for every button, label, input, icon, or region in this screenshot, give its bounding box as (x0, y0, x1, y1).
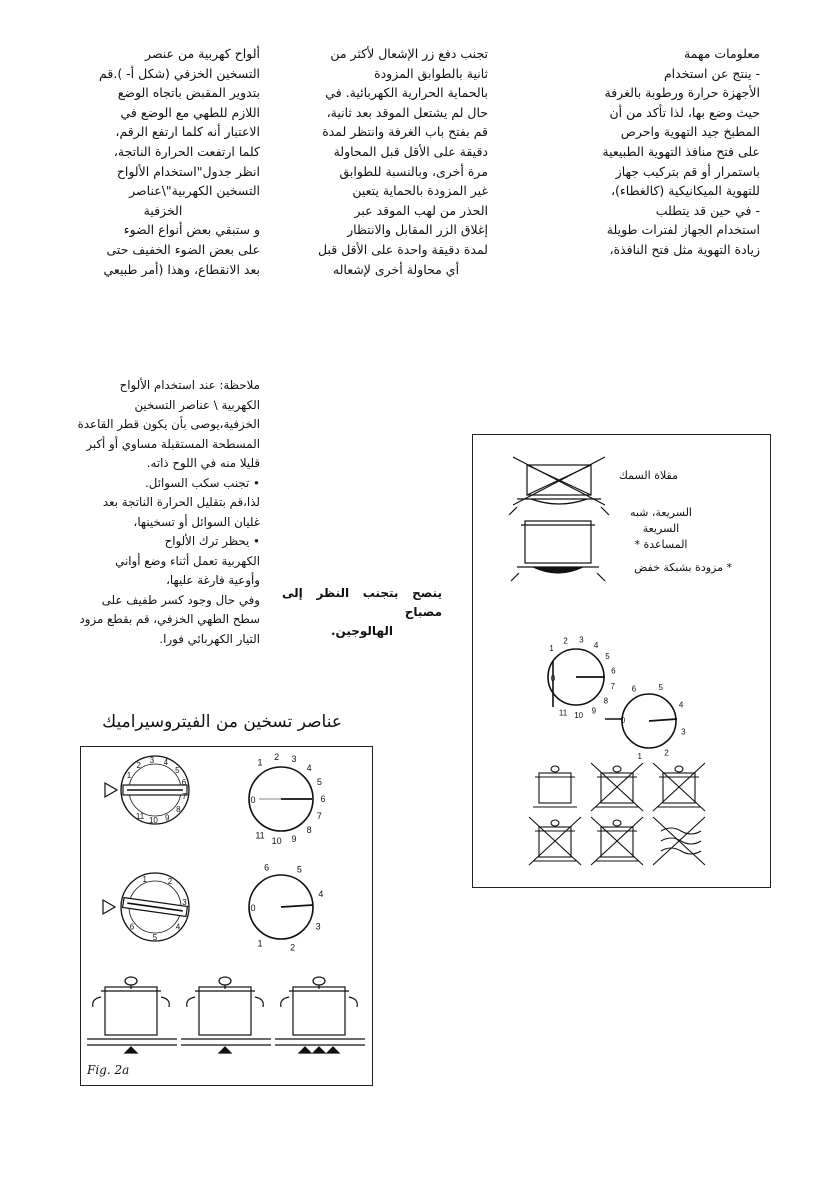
knob-zero: 0 (250, 795, 256, 805)
knob-number: 2 (136, 760, 141, 770)
vitroceramic-heading: عناصر تسخين من الفيتروسيراميك (102, 712, 342, 732)
column-line: إغلاق الزر المقابل والانتظار (347, 222, 488, 238)
knob-number: 10 (271, 835, 282, 846)
knob-number: 4 (306, 762, 312, 773)
knob-number: 3 (291, 754, 297, 765)
pot-ok-icon (533, 766, 577, 807)
knob-number: 1 (549, 643, 554, 653)
knob-dial-icon (249, 767, 313, 831)
knob-number: 8 (306, 825, 312, 836)
column-line: الكهربية تعمل أثناء وضع أواني (115, 553, 260, 568)
knob-number: 6 (129, 922, 135, 932)
column-line: حيث وضع بها، لذا تأكد من أن (609, 104, 760, 120)
knob-number: 5 (175, 765, 180, 775)
column-line: على فتح منافذ التهوية الطبيعية (602, 143, 760, 159)
knob-number: 11 (255, 830, 265, 841)
knob-number: 3 (681, 727, 686, 737)
column-line: المطبخ جيد التهوية واحرص (620, 124, 760, 140)
column-line: الخزفية،يوصى بأن يكون قطر القاعدة (77, 417, 260, 431)
column-line: حال لم يشتعل الموقد بعد ثانية، (326, 104, 488, 120)
crossed-pot-icon (653, 817, 705, 865)
crossed-pan-icon (509, 457, 609, 515)
knob-number: 6 (264, 862, 270, 873)
knob-zero: 0 (620, 716, 626, 725)
column-line: الاعتبار أنه كلما ارتفع الرقم، (115, 124, 260, 140)
column-line: بالحماية الحرارية الكهربائية. في (325, 85, 488, 101)
knob-number: 6 (611, 666, 616, 676)
knob-number: 2 (274, 752, 280, 763)
column-line: و ستبقي بعض أنواع الضوء (123, 222, 260, 238)
column-line: كلما ارتفعت الحرارة الناتجة، (113, 143, 260, 159)
knob-number: 2 (167, 877, 173, 886)
knob-number: 10 (148, 816, 158, 825)
column-line: انظر جدول"استخدام الألواح (116, 163, 260, 179)
knob-number: 8 (603, 696, 609, 706)
knob-dial-icon (605, 694, 677, 748)
pot-on-hob-icon (275, 977, 365, 1053)
knob-number: 4 (318, 889, 324, 899)
knob-number: 5 (152, 933, 158, 942)
knob-number: 6 (631, 684, 637, 694)
column-line: التسخين الخزفي (شكل أ- ).قم (99, 65, 260, 81)
column-line: مرة أخرى، وبالنسبة للطوابق (339, 163, 488, 179)
knob-number: 10 (574, 710, 584, 720)
column-line: وأوعية فارغة عليها، (166, 573, 260, 587)
crossed-pot-icon (591, 763, 643, 811)
knob-number: 6 (181, 778, 187, 788)
text-column-right (560, 44, 760, 260)
knob-number: 11 (135, 812, 145, 821)
column-line: الكهربية \ عناصر التسخين (134, 397, 260, 412)
column-line: الهالوجين. (331, 624, 393, 638)
knob-number: 5 (296, 864, 302, 875)
column-line: بعد الانقطاع، وهذا (أمر طبيعي (103, 261, 260, 277)
column-line: - في حين قد يتطلب (655, 202, 760, 218)
column-line: اللازم للطهي مع الوضع في (120, 104, 260, 120)
knob-number: 1 (257, 757, 263, 768)
knob-number: 2 (664, 748, 669, 758)
column-line: ملاحظة: عند استخدام الألواح (119, 378, 260, 392)
knob-number: 1 (257, 938, 263, 949)
knob-number: 2 (563, 636, 568, 646)
column-line: استخدام الجهاز لفترات طويلة (606, 222, 760, 238)
column-line: • يحظر ترك الألواح (164, 534, 260, 548)
knob-number: 1 (142, 874, 147, 884)
knob-number: 4 (678, 700, 684, 710)
column-line: الخزفية (143, 202, 183, 218)
cookware-figure (473, 435, 770, 887)
knob-number: 5 (658, 683, 663, 692)
knob-number: 3 (182, 897, 187, 907)
knob-number: 1 (637, 751, 642, 761)
column-line: على بعض الضوء الخفيف حتى (106, 241, 260, 257)
column-line: زيادة التهوية مثل فتح النافذة، (609, 241, 760, 257)
knob-number: 5 (605, 651, 610, 661)
crossed-pot-icon (529, 817, 581, 865)
column-line: قم بفتح باب الغرفة وانتظر لمدة (322, 124, 488, 140)
column-line: ينصح بتجنب النظر إلى مصباح (282, 586, 442, 619)
figure-label: Fig. 2a (87, 1063, 130, 1077)
knob-number: 1 (126, 771, 132, 780)
column-line: تجنب دفع زر الإشعال لأكثر من (330, 46, 488, 61)
knob-dial-icon (548, 649, 605, 707)
column-line: لمدة دقيقة واحدة على الأقل قبل (318, 241, 488, 257)
figure-cookware-box (472, 434, 771, 888)
knob-number: 9 (291, 833, 297, 844)
knob-number: 7 (610, 682, 616, 692)
knob-number: 7 (316, 811, 322, 822)
column-line: لذا،قم بتقليل الحرارة الناتجة بعد (102, 495, 260, 509)
knob-number: 9 (591, 706, 597, 716)
column-line: الحذر من لهب الموقد عبر (354, 202, 488, 218)
rapid-label-line: السريعة (642, 522, 680, 535)
column-line: غليان السوائل أو تسخينها، (133, 514, 260, 529)
column-line: • تجنب سكب السوائل. (145, 475, 260, 490)
column-line: بتدوير المقبض باتجاه الوضع (117, 85, 260, 101)
column-line: المسطحة المستقبلة مساوي أو أكبر (86, 436, 260, 451)
knob-number: 9 (164, 813, 170, 823)
fish-pan-label: مقلاة السمك (618, 469, 678, 482)
halogen-note (282, 584, 442, 641)
column-line: باستمرار أو قم بتركيب جهاز (615, 163, 760, 179)
knob-number: 3 (315, 921, 321, 932)
pot-on-burner-icon (511, 521, 605, 581)
vitroceramic-knobs-figure (81, 747, 372, 1085)
crossed-pot-icon (653, 763, 705, 811)
rapid-burner-label (630, 505, 692, 553)
knob-number: 3 (579, 635, 584, 645)
knob-number: 2 (290, 942, 296, 953)
knob-number: 4 (175, 922, 181, 932)
column-line: ألواح كهربية من عنصر (145, 46, 260, 61)
pot-on-hob-icon (87, 977, 177, 1053)
knob-number: 4 (593, 640, 599, 650)
grid-note: * مزودة بشبكة خفض (634, 561, 732, 574)
rapid-label-line: السريعة، شبه (629, 506, 692, 519)
knob-number: 8 (176, 804, 181, 814)
knob-zero: 0 (250, 903, 256, 913)
knob-number: 5 (316, 776, 322, 787)
column-line: التسخين الكهربية"\عناصر (129, 183, 260, 199)
rapid-label-line: المساعدة * (634, 538, 688, 551)
text-column-note (66, 376, 260, 649)
knob-number: 11 (558, 708, 568, 718)
text-column-middle (304, 44, 488, 279)
column-line: وفي حال وجود كسر طفيف على (101, 592, 260, 607)
column-line: غير المزودة بالحماية يتعين (352, 183, 488, 199)
column-line: قليلا منه في اللوح ذاته. (146, 456, 260, 470)
column-line: للتهوية الميكانيكية (كالغطاء)، (610, 183, 760, 199)
column-line: - ينتج عن استخدام (663, 65, 760, 81)
text-column-left (66, 44, 260, 279)
column-line: سطح الطهي الخزفي، قم بقطع مزود (79, 612, 260, 626)
column-line: أي محاولة أخرى لإشعاله (332, 261, 460, 277)
column-line: ثانية بالطوابق المزودة (374, 65, 488, 81)
column-line: معلومات مهمة (684, 46, 760, 61)
column-line: التيار الكهربائي فورا. (159, 631, 260, 646)
column-line: دقيقة على الأقل قبل المحاولة (333, 143, 488, 159)
knob-zero: 0 (550, 674, 556, 683)
knob-number: 4 (163, 758, 169, 767)
knob-number: 7 (182, 792, 187, 802)
pot-on-hob-icon (181, 977, 271, 1053)
knob-dial-icon (249, 875, 313, 939)
knob-number: 6 (320, 794, 326, 804)
knob-number: 3 (149, 756, 155, 766)
figure-vitroceramic-box (80, 746, 373, 1086)
column-line: الأجهزة حرارة ورطوبة بالغرفة (604, 85, 760, 101)
crossed-pot-icon (591, 817, 643, 865)
